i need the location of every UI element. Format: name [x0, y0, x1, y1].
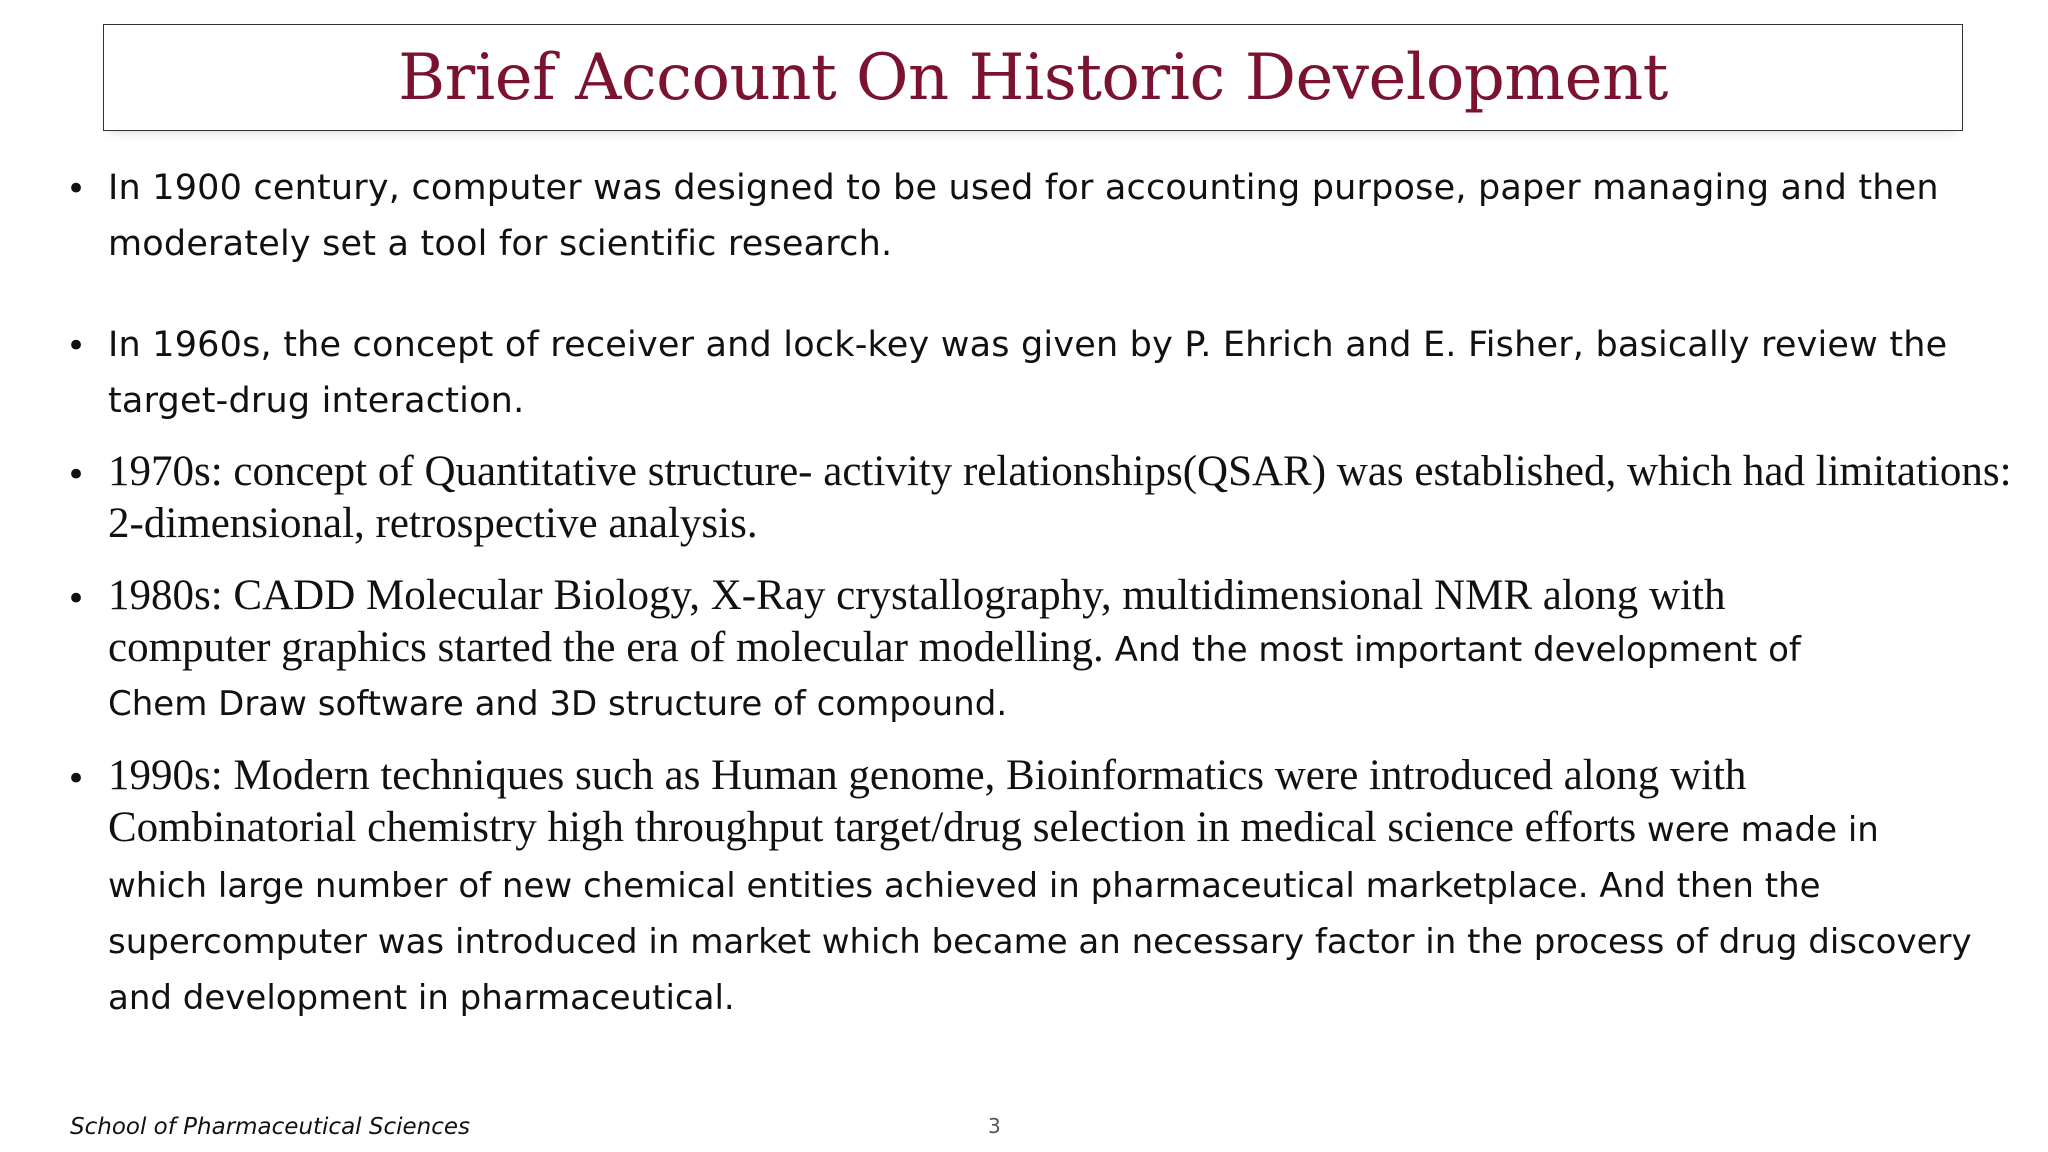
bullet-text-3: 1970s: concept of Quantitative structure- activity relationships(QSAR) was established, which had limitations: 2-dimensional, retrospective analysis. [108, 448, 2012, 547]
bullet-text-4 [108, 570, 1896, 730]
footer-school-name: School of Pharmaceutical Sciences [70, 1114, 471, 1140]
page-number: 3 [988, 1114, 1001, 1138]
title-box [103, 24, 1963, 131]
bullet-dot: • [66, 579, 87, 619]
slide-title: Brief Account On Historic Development [398, 40, 1668, 115]
bullet-text-1: In 1900 century, computer was designed to be used for accounting purpose, paper managing and then moderately set a tool for scientific research. [108, 168, 1939, 264]
bullet-item-2 [66, 317, 2016, 427]
bullet-4-serif-text: 1980s: CADD Molecular Biology, X-Ray crystallography, multidimensional NMR along with computer graphics started the era of molecular modelling. [108, 572, 1726, 671]
bullet-5-sans-text: were made in which large number of new chemical entities achieved in pharmaceutical marketplace. And then the supercomputer was introduced in market which became an necessary factor in the process of drug discovery and development in pharmaceutical. [108, 810, 1972, 1018]
bullet-item-3 [66, 446, 2016, 556]
bullet-item-4 [66, 570, 2016, 740]
bullet-text-5 [108, 750, 1976, 1026]
bullet-4-sans-text: And the most important development of Chem Draw software and 3D structure of compound. [108, 630, 1801, 724]
bullet-dot: • [66, 169, 87, 209]
bullet-text-2: In 1960s, the concept of receiver and lock-key was given by P. Ehrich and E. Fisher, basically review the target-drug interaction. [108, 325, 1948, 421]
bullet-item-1 [66, 160, 2016, 270]
bullet-item-5 [66, 750, 2016, 1030]
bullet-dot: • [66, 759, 87, 799]
bullet-5-serif-text: 1990s: Modern techniques such as Human genome, Bioinformatics were introduced along with Combinatorial chemistry high throughput target/drug selection in medical science efforts [108, 752, 1747, 851]
bullet-dot: • [66, 455, 87, 495]
bullet-dot: • [66, 326, 87, 366]
